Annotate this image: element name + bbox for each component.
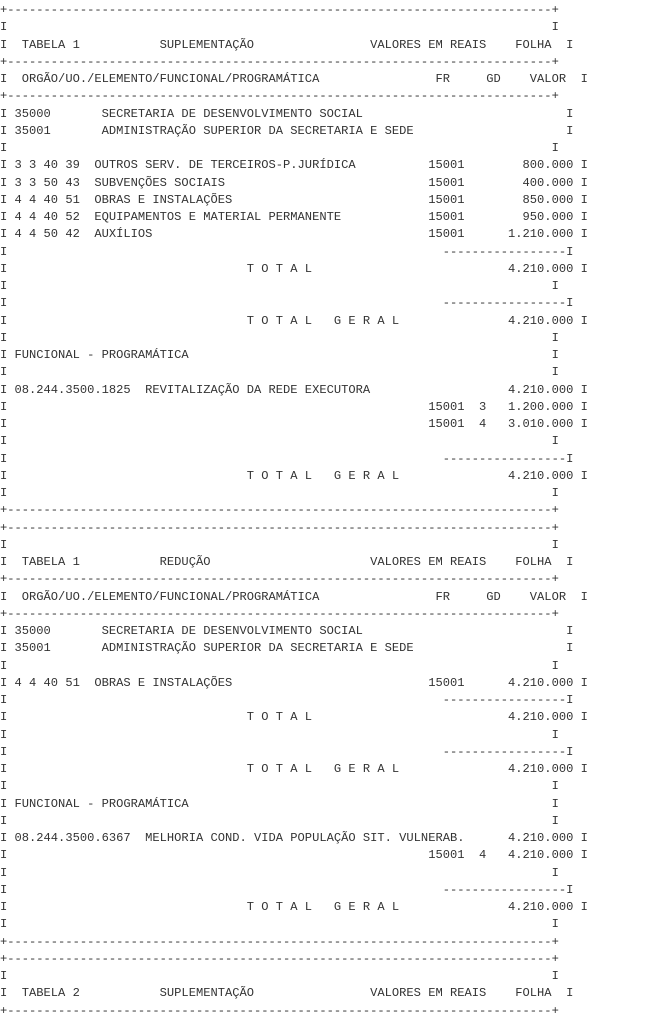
- blank-line: I I: [0, 330, 559, 345]
- report-line: I 08.244.3500.6367 MELHORIA COND. VIDA POPULAÇÃO SIT. VULNERAB. 4.210.000 I: [0, 831, 588, 845]
- table-header: I TABELA 1 SUPLEMENTAÇÃO VALORES EM REAIS FOLHA I: [0, 37, 574, 52]
- report-line: I 08.244.3500.1825 REVITALIZAÇÃO DA REDE EXECUTORA 4.210.000 I: [0, 382, 588, 397]
- report-line: I 3 3 50 43 SUBVENÇÕES SOCIAIS 15001 400.000 I: [0, 175, 588, 190]
- report-line: I -----------------I: [0, 451, 574, 466]
- report-line: I 4 4 40 51 OBRAS E INSTALAÇÕES 15001 850.000 I: [0, 192, 588, 207]
- blank-line: I I: [0, 141, 559, 155]
- border-rule: +---------------------------------------------------------------------------+: [0, 503, 559, 518]
- total-line: I T O T A L G E R A L 4.210.000 I: [0, 468, 588, 483]
- report-line: I 15001 4 4.210.000 I: [0, 848, 588, 863]
- total-line: I T O T A L 4.210.000 I: [0, 261, 588, 276]
- report-line: I -----------------I: [0, 744, 574, 759]
- border-rule: +---------------------------------------------------------------------------+: [0, 606, 559, 621]
- border-rule: +---------------------------------------------------------------------------+: [0, 951, 559, 966]
- blank-line: I I: [0, 434, 559, 449]
- border-rule: +---------------------------------------------------------------------------+: [0, 520, 559, 535]
- column-header: I ORGÃO/UO./ELEMENTO/FUNCIONAL/PROGRAMÁTICA FR GD VALOR I: [0, 589, 588, 604]
- report-line: I 15001 4 3.010.000 I: [0, 417, 588, 431]
- report-line: I 4 4 40 51 OBRAS E INSTALAÇÕES 15001 4.210.000 I: [0, 675, 588, 690]
- report-line: I 35001 ADMINISTRAÇÃO SUPERIOR DA SECRETARIA E SEDE I: [0, 123, 574, 138]
- blank-line: I I: [0, 727, 559, 742]
- report-line: I 4 4 50 42 AUXÍLIOS 15001 1.210.000 I: [0, 227, 588, 242]
- table-header: I TABELA 2 SUPLEMENTAÇÃO VALORES EM REAIS FOLHA I: [0, 986, 574, 1001]
- blank-line: I I: [0, 865, 559, 880]
- blank-line: I I: [0, 365, 559, 380]
- report-line: I 4 4 40 52 EQUIPAMENTOS E MATERIAL PERMANENTE 15001 950.000 I: [0, 210, 588, 224]
- total-line: I T O T A L 4.210.000 I: [0, 710, 588, 725]
- report-line: I -----------------I: [0, 882, 574, 897]
- border-rule: +---------------------------------------------------------------------------+: [0, 54, 559, 69]
- report-line: I 35000 SECRETARIA DE DESENVOLVIMENTO SOCIAL I: [0, 106, 574, 121]
- blank-line: I I: [0, 813, 559, 828]
- column-header: I ORGÃO/UO./ELEMENTO/FUNCIONAL/PROGRAMÁTICA FR GD VALOR I: [0, 72, 588, 86]
- report-line: I -----------------I: [0, 296, 574, 311]
- report-line: I FUNCIONAL - PROGRAMÁTICA I: [0, 348, 559, 362]
- total-line: I T O T A L G E R A L 4.210.000 I: [0, 313, 588, 328]
- table-header: I TABELA 1 REDUÇÃO VALORES EM REAIS FOLHA I: [0, 555, 574, 569]
- blank-line: I I: [0, 917, 559, 932]
- border-rule: +---------------------------------------------------------------------------+: [0, 572, 559, 587]
- total-line: I T O T A L G E R A L 4.210.000 I: [0, 762, 588, 776]
- blank-line: I I: [0, 779, 559, 794]
- report-line: I -----------------I: [0, 244, 574, 259]
- blank-line: I I: [0, 20, 559, 35]
- border-rule: +---------------------------------------------------------------------------+: [0, 1003, 559, 1018]
- total-line: I T O T A L G E R A L 4.210.000 I: [0, 900, 588, 914]
- blank-line: I I: [0, 969, 559, 983]
- report-line: I 35000 SECRETARIA DE DESENVOLVIMENTO SOCIAL I: [0, 624, 574, 638]
- report-line: I 3 3 40 39 OUTROS SERV. DE TERCEIROS-P.JURÍDICA 15001 800.000 I: [0, 158, 588, 173]
- border-rule: +---------------------------------------------------------------------------+: [0, 89, 559, 104]
- blank-line: I I: [0, 658, 559, 673]
- blank-line: I I: [0, 537, 559, 552]
- border-rule: +---------------------------------------------------------------------------+: [0, 934, 559, 949]
- report-line: I 15001 3 1.200.000 I: [0, 399, 588, 414]
- report-line: I -----------------I: [0, 693, 574, 707]
- report-line: I FUNCIONAL - PROGRAMÁTICA I: [0, 796, 559, 811]
- border-rule: +---------------------------------------------------------------------------+: [0, 3, 559, 17]
- blank-line: I I: [0, 279, 559, 293]
- report-line: I 35001 ADMINISTRAÇÃO SUPERIOR DA SECRETARIA E SEDE I: [0, 641, 574, 656]
- blank-line: I I: [0, 486, 559, 500]
